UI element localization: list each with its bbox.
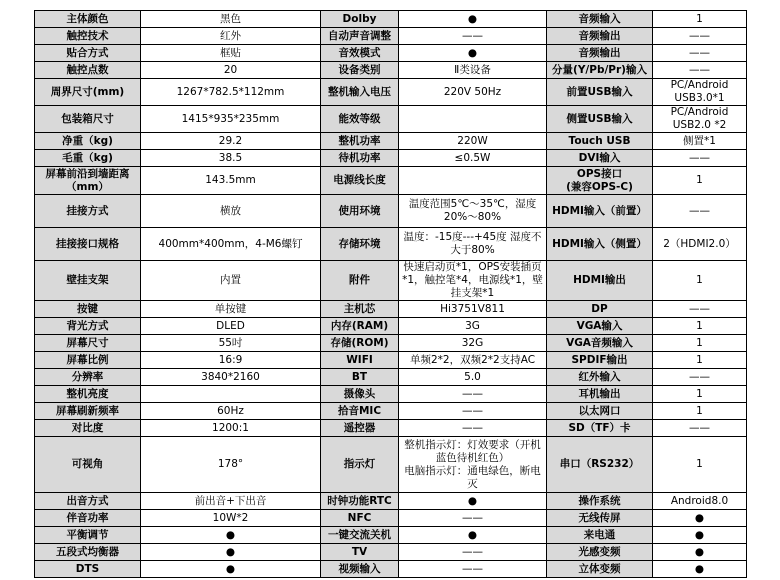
spec-row [35, 11, 747, 28]
spec-label: 屏幕前沿到墙距离（mm） [35, 167, 141, 195]
spec-value: ● [653, 561, 747, 578]
spec-label: SPDIF输出 [547, 352, 653, 369]
spec-label: 能效等级 [321, 106, 399, 133]
spec-label: 存储环境 [321, 228, 399, 261]
spec-label: 时钟功能RTC [321, 493, 399, 510]
spec-value: 55吋 [141, 335, 321, 352]
spec-row [35, 386, 747, 403]
spec-value: ● [141, 527, 321, 544]
spec-row [35, 261, 747, 301]
spec-label: 挂接接口规格 [35, 228, 141, 261]
spec-value: 内置 [141, 261, 321, 301]
spec-value: 横放 [141, 195, 321, 228]
spec-label: 按键 [35, 301, 141, 318]
spec-value: 1 [653, 335, 747, 352]
spec-value: 60Hz [141, 403, 321, 420]
spec-label: BT [321, 369, 399, 386]
spec-value: 1 [653, 386, 747, 403]
spec-value: ● [653, 527, 747, 544]
spec-label: 一键交流关机 [321, 527, 399, 544]
spec-value: —— [399, 561, 547, 578]
spec-row [35, 79, 747, 106]
spec-label: 主体颜色 [35, 11, 141, 28]
spec-row [35, 195, 747, 228]
spec-row [35, 28, 747, 45]
spec-label: HDMI输入（前置） [547, 195, 653, 228]
spec-label: 平衡调节 [35, 527, 141, 544]
spec-value: 1 [653, 167, 747, 195]
spec-label: 存储(ROM) [321, 335, 399, 352]
spec-label: 指示灯 [321, 437, 399, 493]
spec-value: —— [399, 544, 547, 561]
spec-label: 前置USB输入 [547, 79, 653, 106]
spec-value: —— [653, 195, 747, 228]
spec-label: 无线传屏 [547, 510, 653, 527]
spec-value: ● [399, 527, 547, 544]
spec-row [35, 45, 747, 62]
spec-row [35, 420, 747, 437]
spec-row [35, 527, 747, 544]
spec-value: —— [399, 403, 547, 420]
spec-label: 屏幕刷新频率 [35, 403, 141, 420]
spec-label: VGA音频输入 [547, 335, 653, 352]
spec-label: 遥控器 [321, 420, 399, 437]
spec-label: DTS [35, 561, 141, 578]
spec-value: 整机指示灯：灯效要求（开机蓝色待机红色） 电脑指示灯：通电绿色，断电灭 [399, 437, 547, 493]
spec-label: 整机亮度 [35, 386, 141, 403]
spec-label: 毛重（kg) [35, 150, 141, 167]
spec-value: 29.2 [141, 133, 321, 150]
spec-value: 10W*2 [141, 510, 321, 527]
spec-value: 3840*2160 [141, 369, 321, 386]
spec-value: 框贴 [141, 45, 321, 62]
spec-label: 内存(RAM) [321, 318, 399, 335]
spec-label: 摄像头 [321, 386, 399, 403]
spec-value: 快速启动页*1，OPS安装插页*1，触控笔*4，电源线*1，壁挂支架*1 [399, 261, 547, 301]
spec-value: 5.0 [399, 369, 547, 386]
spec-label: 伴音功率 [35, 510, 141, 527]
spec-value: 20 [141, 62, 321, 79]
spec-value: —— [653, 45, 747, 62]
spec-value: 38.5 [141, 150, 321, 167]
spec-label: 耳机输出 [547, 386, 653, 403]
spec-row [35, 133, 747, 150]
spec-value: PC/Android USB3.0*1 [653, 79, 747, 106]
spec-label: 音效模式 [321, 45, 399, 62]
spec-label: 音频输出 [547, 45, 653, 62]
spec-label: 待机功率 [321, 150, 399, 167]
spec-label: HDMI输出 [547, 261, 653, 301]
spec-label: 对比度 [35, 420, 141, 437]
spec-row [35, 437, 747, 493]
spec-value: 单按键 [141, 301, 321, 318]
spec-row [35, 62, 747, 79]
spec-value: 1 [653, 11, 747, 28]
spec-label: 屏幕比例 [35, 352, 141, 369]
spec-value: —— [653, 150, 747, 167]
spec-value: PC/Android USB2.0 *2 [653, 106, 747, 133]
spec-label: WIFI [321, 352, 399, 369]
spec-value: 温度范围5℃～35℃，湿度20%～80% [399, 195, 547, 228]
spec-value: ● [141, 561, 321, 578]
spec-value: 侧置*1 [653, 133, 747, 150]
spec-label: OPS接口 (兼容OPS-C) [547, 167, 653, 195]
spec-label: DVI输入 [547, 150, 653, 167]
spec-value: 1 [653, 437, 747, 493]
spec-value: —— [399, 510, 547, 527]
spec-label: 光感变频 [547, 544, 653, 561]
spec-value: Ⅱ类设备 [399, 62, 547, 79]
spec-label: SD（TF）卡 [547, 420, 653, 437]
spec-row [35, 369, 747, 386]
spec-label: 屏幕尺寸 [35, 335, 141, 352]
spec-value: 178° [141, 437, 321, 493]
spec-value: 2（HDMI2.0） [653, 228, 747, 261]
spec-value: 3G [399, 318, 547, 335]
spec-value: ● [399, 45, 547, 62]
spec-label: VGA输入 [547, 318, 653, 335]
spec-value: —— [399, 420, 547, 437]
spec-value: 1 [653, 352, 747, 369]
spec-value: Hi3751V811 [399, 301, 547, 318]
spec-label: 背光方式 [35, 318, 141, 335]
spec-row [35, 510, 747, 527]
spec-value: 单频2*2，双频2*2支持AC [399, 352, 547, 369]
spec-value: —— [653, 369, 747, 386]
spec-row [35, 544, 747, 561]
spec-label: 红外输入 [547, 369, 653, 386]
spec-label: 音频输入 [547, 11, 653, 28]
spec-value: —— [653, 28, 747, 45]
spec-row [35, 318, 747, 335]
spec-table [34, 10, 747, 578]
spec-value: 143.5mm [141, 167, 321, 195]
spec-label: 包装箱尺寸 [35, 106, 141, 133]
spec-value: ● [399, 493, 547, 510]
spec-value: —— [399, 28, 547, 45]
spec-label: Dolby [321, 11, 399, 28]
spec-value [399, 167, 547, 195]
spec-label: 出音方式 [35, 493, 141, 510]
spec-label: 可视角 [35, 437, 141, 493]
spec-label: 分量(Y/Pb/Pr)输入 [547, 62, 653, 79]
spec-label: 使用环境 [321, 195, 399, 228]
spec-value: 前出音+下出音 [141, 493, 321, 510]
spec-row [35, 403, 747, 420]
spec-value: —— [653, 420, 747, 437]
spec-value: —— [653, 62, 747, 79]
spec-row [35, 352, 747, 369]
spec-value: 1200:1 [141, 420, 321, 437]
spec-value: 1267*782.5*112mm [141, 79, 321, 106]
spec-label: 侧置USB输入 [547, 106, 653, 133]
spec-label: 整机输入电压 [321, 79, 399, 106]
spec-value: 16:9 [141, 352, 321, 369]
spec-row [35, 228, 747, 261]
spec-label: 视频输入 [321, 561, 399, 578]
spec-row [35, 561, 747, 578]
spec-label: 净重（kg) [35, 133, 141, 150]
spec-value: 400mm*400mm，4-M6螺钉 [141, 228, 321, 261]
spec-value: ≤0.5W [399, 150, 547, 167]
spec-value: 32G [399, 335, 547, 352]
spec-label: 壁挂支架 [35, 261, 141, 301]
spec-label: 以太网口 [547, 403, 653, 420]
spec-label: 设备类别 [321, 62, 399, 79]
spec-row [35, 167, 747, 195]
spec-row [35, 335, 747, 352]
spec-row [35, 493, 747, 510]
spec-label: 操作系统 [547, 493, 653, 510]
spec-label: 拾音MIC [321, 403, 399, 420]
spec-value: ● [399, 11, 547, 28]
spec-label: DP [547, 301, 653, 318]
spec-label: TV [321, 544, 399, 561]
spec-value: —— [653, 301, 747, 318]
spec-label: 贴合方式 [35, 45, 141, 62]
spec-value [399, 106, 547, 133]
spec-label: HDMI输入（侧置） [547, 228, 653, 261]
spec-row [35, 106, 747, 133]
spec-label: 五段式均衡器 [35, 544, 141, 561]
spec-label: Touch USB [547, 133, 653, 150]
spec-label: 周界尺寸(mm) [35, 79, 141, 106]
spec-value: 1 [653, 261, 747, 301]
spec-label: 挂接方式 [35, 195, 141, 228]
spec-label: 触控技术 [35, 28, 141, 45]
spec-value: DLED [141, 318, 321, 335]
spec-label: NFC [321, 510, 399, 527]
spec-value: 1415*935*235mm [141, 106, 321, 133]
spec-label: 立体变频 [547, 561, 653, 578]
spec-value: ● [141, 544, 321, 561]
spec-value: 红外 [141, 28, 321, 45]
spec-label: 附件 [321, 261, 399, 301]
spec-label: 主机芯 [321, 301, 399, 318]
spec-label: 音频输出 [547, 28, 653, 45]
spec-label: 触控点数 [35, 62, 141, 79]
spec-label: 串口（RS232） [547, 437, 653, 493]
spec-value: 黑色 [141, 11, 321, 28]
spec-value: 1 [653, 318, 747, 335]
spec-value: —— [399, 386, 547, 403]
spec-row [35, 301, 747, 318]
spec-label: 来电通 [547, 527, 653, 544]
spec-value: 温度：-15度---+45度 湿度不大于80% [399, 228, 547, 261]
spec-row [35, 150, 747, 167]
spec-value: ● [653, 544, 747, 561]
spec-value: 220V 50Hz [399, 79, 547, 106]
spec-label: 分辨率 [35, 369, 141, 386]
spec-value: 220W [399, 133, 547, 150]
spec-label: 电源线长度 [321, 167, 399, 195]
spec-value: Android8.0 [653, 493, 747, 510]
spec-value [141, 386, 321, 403]
spec-value: ● [653, 510, 747, 527]
spec-value: 1 [653, 403, 747, 420]
spec-label: 整机功率 [321, 133, 399, 150]
spec-label: 自动声音调整 [321, 28, 399, 45]
